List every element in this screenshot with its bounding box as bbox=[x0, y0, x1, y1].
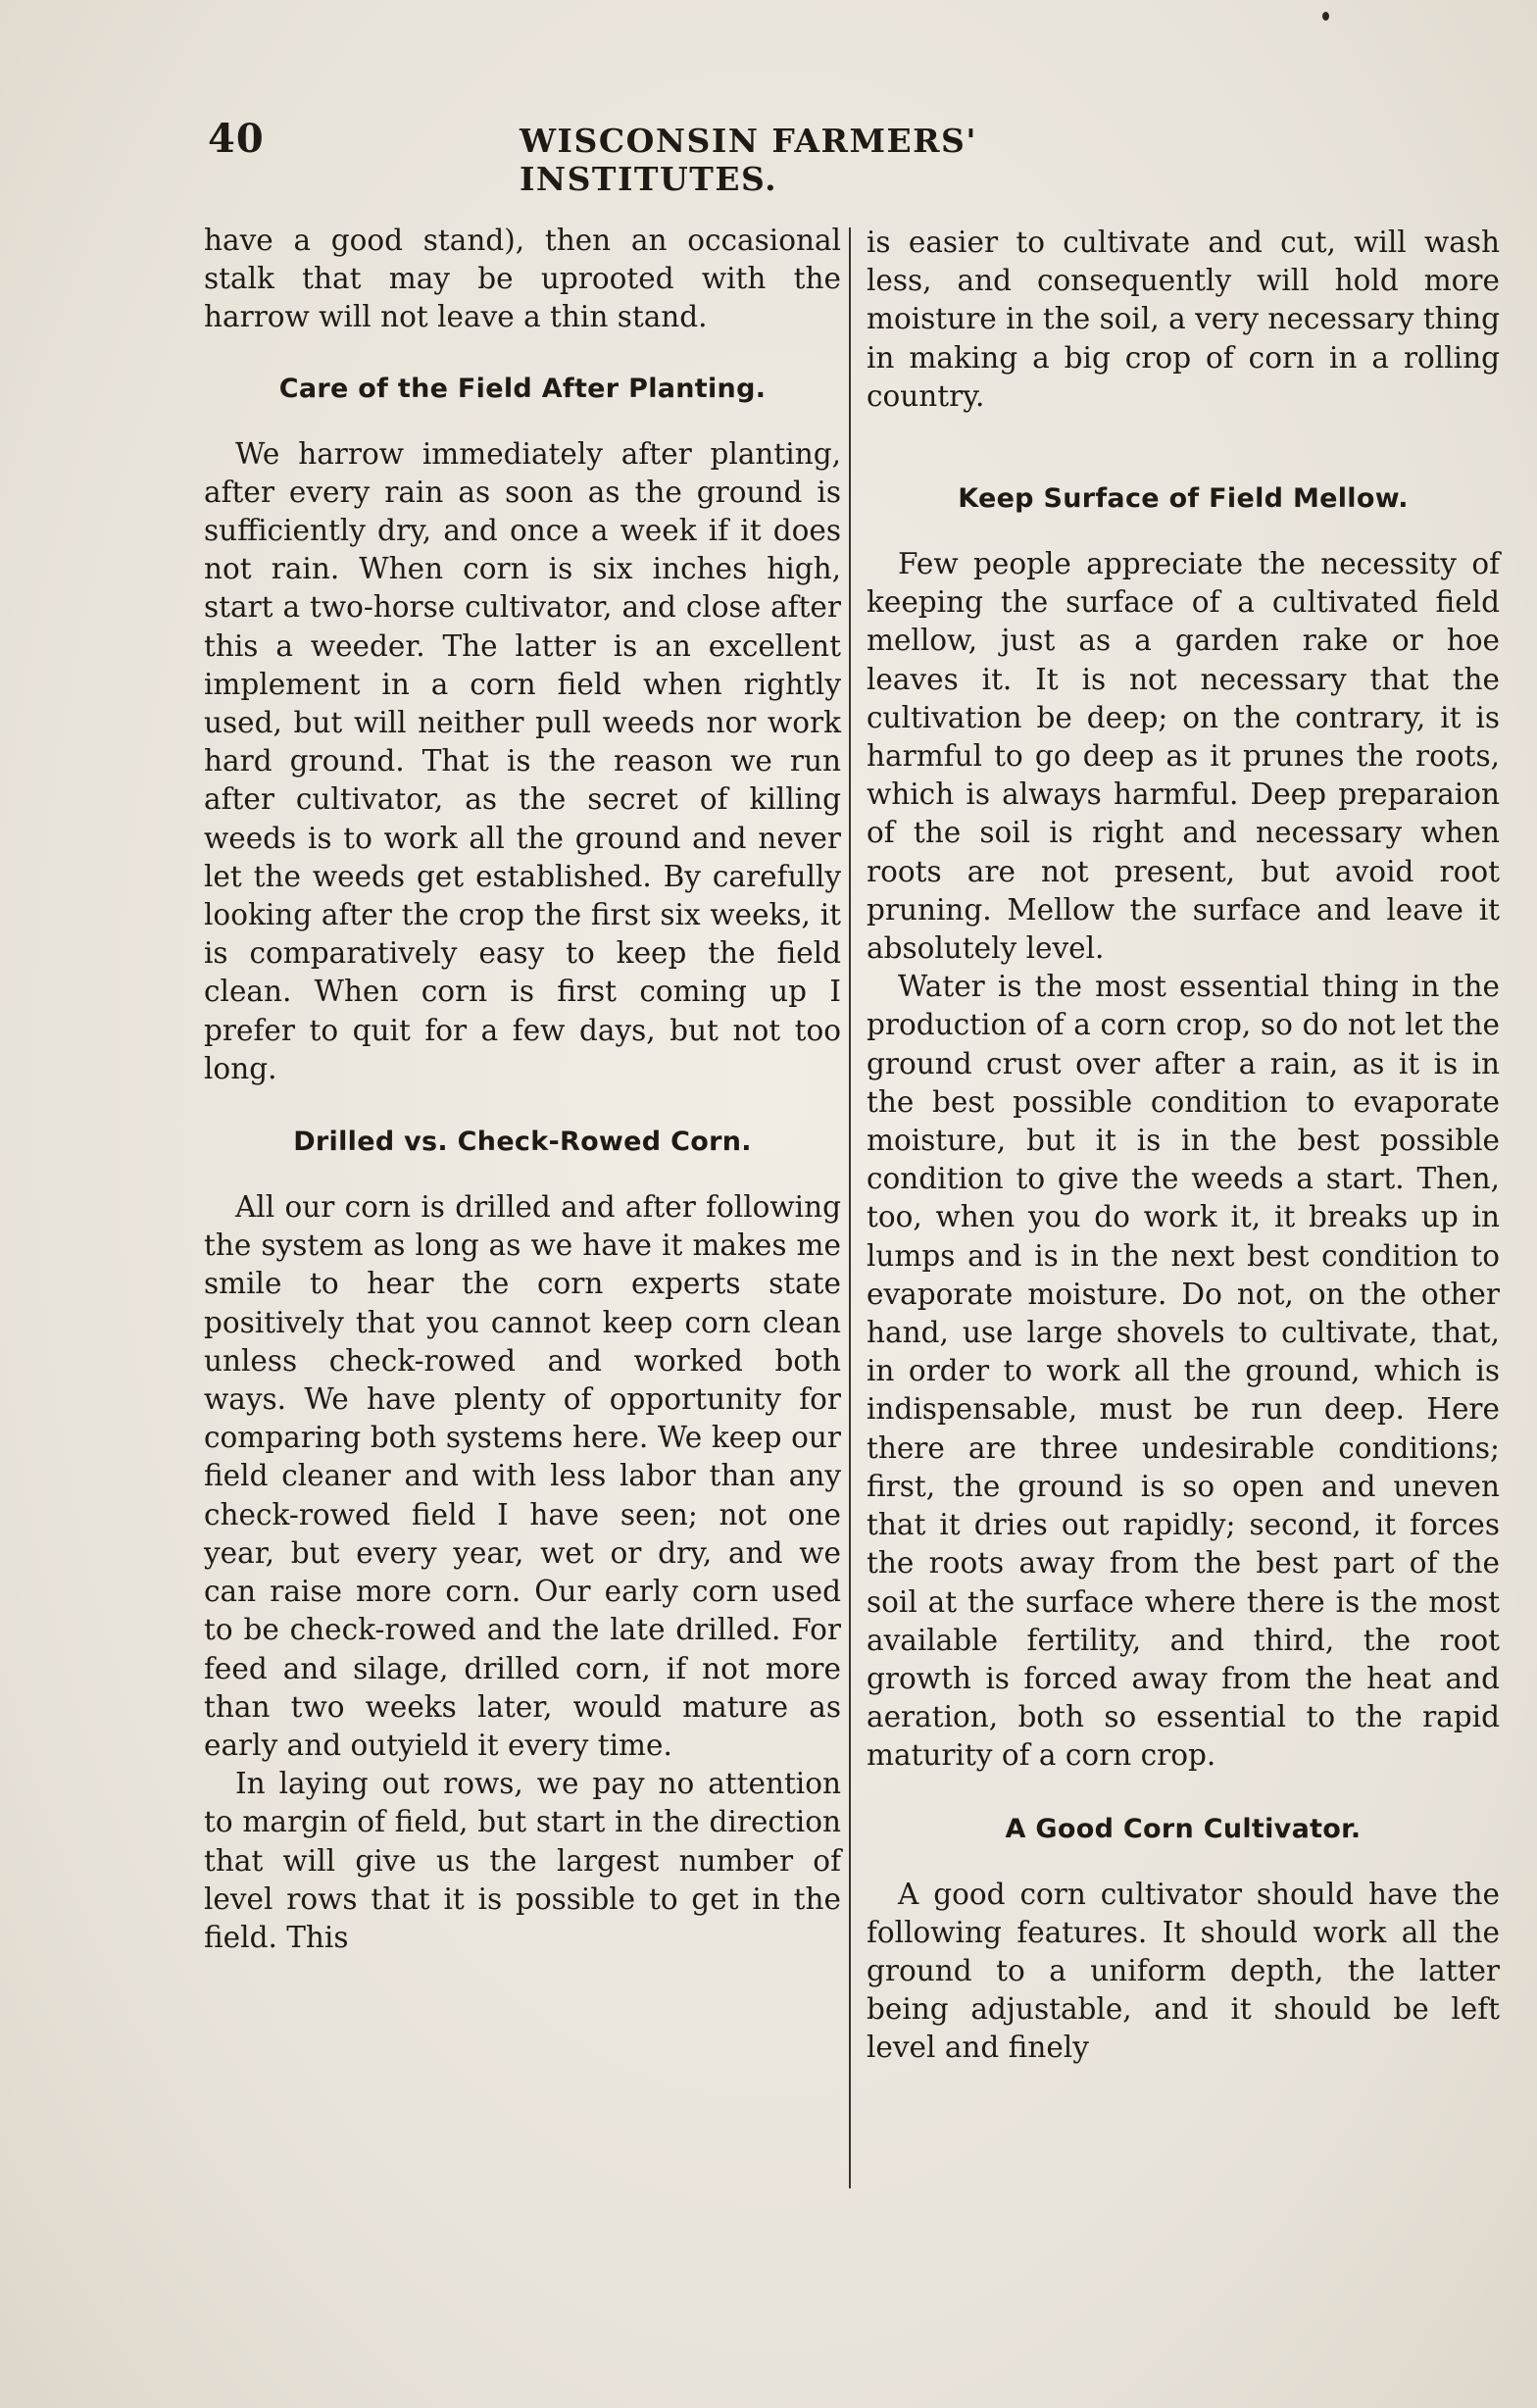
column-divider bbox=[849, 227, 851, 2188]
page-header bbox=[208, 116, 1200, 198]
paragraph-surface-mellow-2: Water is the most essential thing in the production of a corn crop, so do not let the ground crust over after a rain, as it is in the best possible condition to evaporate moisture, but it is in the best possible condition to give the weeds a start. Then, too, when you do work it, it breaks up in lumps and is in the next best condition to evaporate moisture. Do not, on the other hand, use large shovels to cultivate, that, in order to work all the ground, which is indispensable, must be run deep. Here there are three undesirable conditions; first, the ground is so open and uneven that it dries out rapidly; second, it forces the roots away from the best part of the soil at the surface where there is the most available fertility, and third, the root growth is forced away from the heat and aeration, both so essential to the rapid maturity of a corn crop. bbox=[867, 970, 1500, 1773]
section-heading-keep-surface-mellow: Keep Surface of Field Mellow. bbox=[958, 483, 1409, 515]
section-heading-good-corn-cultivator: A Good Corn Cultivator. bbox=[1005, 1813, 1362, 1844]
left-column bbox=[204, 222, 841, 1957]
paragraph-surface-mellow-1: Few people appreciate the necessity of keeping the surface of a cultivated field mellow, just as a garden rake or hoe leaves it. It is not necessary that the cultivation be deep; on the contrary, it is harmful to go deep as it prunes the roots, which is always harmful. Deep preparaion of the soil is right and necessary when roots are not present, but avoid root pruning. Mellow the surface and leave it absolutely level. bbox=[867, 547, 1500, 966]
paragraph-drilled-corn-2: In laying out rows, we pay no attention to margin of field, but start in the direction that will give us the largest number of level rows that it is possible to get in the field. This bbox=[204, 1767, 841, 1954]
running-title: WISCONSIN FARMERS' INSTITUTES. bbox=[520, 122, 977, 198]
left-continuation-paragraph: have a good stand), then an occasional stalk that may be uprooted with the harrow will not leave a thin stand. bbox=[204, 224, 841, 334]
right-column bbox=[867, 224, 1500, 2068]
page-number: 40 bbox=[208, 116, 265, 162]
ink-speck bbox=[1322, 12, 1329, 21]
section-heading-drilled-vs-check-rowed: Drilled vs. Check-Rowed Corn. bbox=[293, 1127, 752, 1158]
paragraph-drilled-corn-1: All our corn is drilled and after following the system as long as we have it makes me smile to hear the corn experts state positively that you cannot keep corn clean unless check-rowed and worked both ways. We have plenty of opportunity for comparing both systems here. We keep our field cleaner and with less labor than any check-rowed field I have seen; not one year, but every year, wet or dry, and we can raise more corn. Our early corn used to be check-rowed and the late drilled. For feed and silage, drilled corn, if not more than two weeks later, would mature as early and outyield it every time. bbox=[204, 1190, 841, 1762]
paragraph-care-of-field: We harrow immediately after planting, after every rain as soon as the ground is sufficiently dry, and once a week if it does not rain. When corn is six inches high, start a two-horse cultivator, and close after this a weeder. The latter is an excellent implement in a corn field when rightly used, but will neither pull weeds nor work hard ground. That is the reason we run after cultivator, as the secret of killing weeds is to work all the ground and never let the weeds get established. By carefully looking after the crop the first six weeks, it is comparatively easy to keep the field clean. When corn is first coming up I prefer to quit for a few days, but not too long. bbox=[204, 436, 841, 1085]
right-continuation-paragraph: is easier to cultivate and cut, will wash less, and consequently will hold more moisture in the soil, a very necessary thing in making a big crop of corn in a rolling country. bbox=[867, 226, 1500, 413]
section-heading-care-of-field: Care of the Field After Planting. bbox=[278, 373, 767, 404]
paragraph-good-cultivator: A good corn cultivator should have the following features. It should work all the ground to a uniform depth, the latter being adjustable, and it should be left level and finely bbox=[867, 1877, 1500, 2065]
